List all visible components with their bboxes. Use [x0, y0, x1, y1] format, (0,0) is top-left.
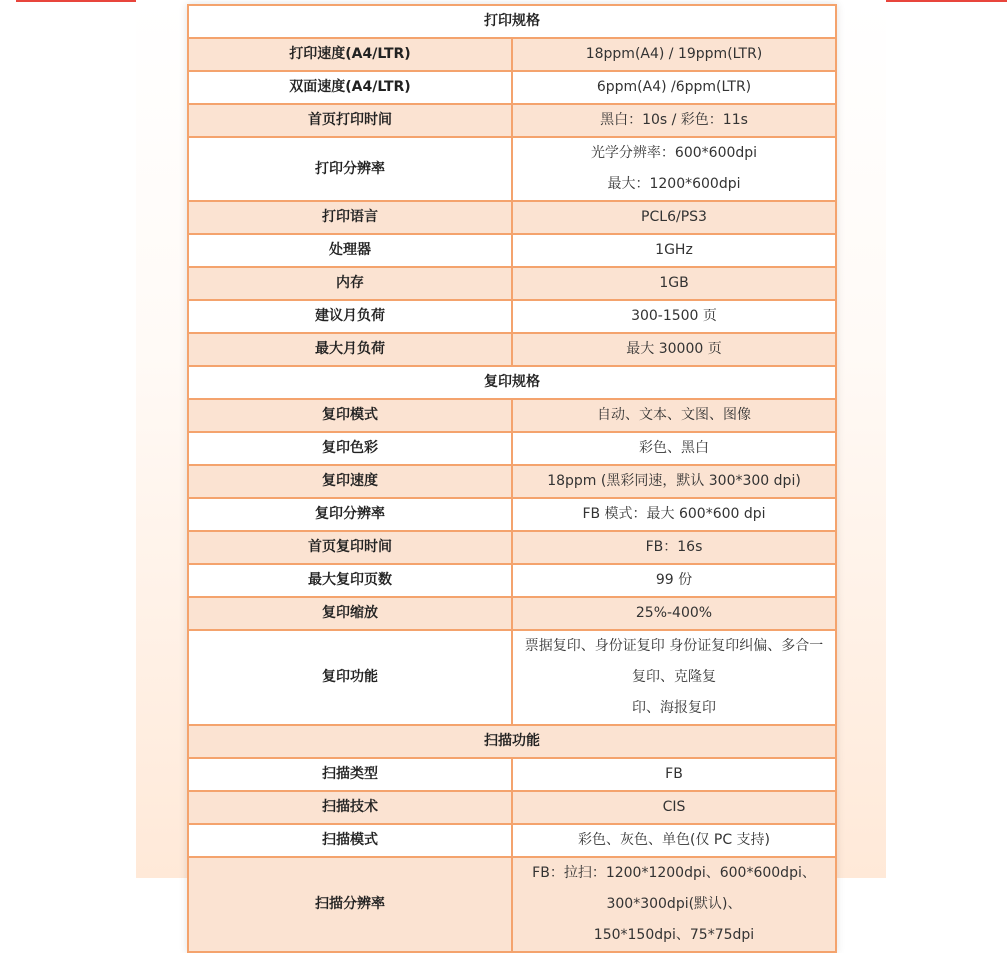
spec-value-line: 彩色、黑白	[639, 440, 709, 456]
spec-label: 复印速度	[188, 465, 512, 498]
spec-value-line: 6ppm(A4) /6ppm(LTR)	[596, 79, 752, 95]
spec-label: 复印色彩	[188, 432, 512, 465]
spec-value	[512, 465, 836, 498]
spec-value	[512, 71, 836, 104]
spec-value-line: 150*150dpi、75*75dpi	[593, 927, 755, 943]
spec-label: 内存	[188, 267, 512, 300]
spec-label: 复印分辨率	[188, 498, 512, 531]
spec-value	[512, 564, 836, 597]
section-header-row	[188, 366, 836, 399]
spec-sheet	[187, 4, 837, 953]
spec-value-line: 票据复印、身份证复印 身份证复印纠偏、多合一复印、克隆复	[524, 638, 824, 685]
spec-label: 最大复印页数	[188, 564, 512, 597]
section-title: 扫描功能	[188, 725, 836, 758]
spec-value	[512, 791, 836, 824]
spec-row	[188, 137, 836, 201]
section-header-row	[188, 5, 836, 38]
spec-value-line: 最大：1200*600dpi	[607, 176, 741, 192]
spec-label: 首页复印时间	[188, 531, 512, 564]
spec-value	[512, 267, 836, 300]
spec-label: 处理器	[188, 234, 512, 267]
spec-value	[512, 201, 836, 234]
spec-value-line: FB：16s	[645, 539, 703, 555]
spec-value-line: 黑白：10s / 彩色：11s	[600, 112, 748, 128]
spec-row	[188, 267, 836, 300]
spec-row	[188, 333, 836, 366]
spec-label: 复印功能	[188, 630, 512, 725]
section-title: 打印规格	[188, 5, 836, 38]
spec-table	[187, 4, 837, 953]
spec-value	[512, 399, 836, 432]
spec-value	[512, 234, 836, 267]
spec-value-line: 99 份	[655, 572, 693, 588]
spec-value	[512, 333, 836, 366]
spec-value	[512, 300, 836, 333]
spec-label: 打印语言	[188, 201, 512, 234]
spec-label: 首页打印时间	[188, 104, 512, 137]
spec-label: 复印缩放	[188, 597, 512, 630]
spec-value	[512, 630, 836, 725]
spec-value-line: 18ppm (黑彩同速，默认 300*300 dpi)	[547, 473, 801, 489]
spec-value-line: FB：拉扫：1200*1200dpi、600*600dpi、300*300dpi(默认)、	[532, 865, 816, 912]
spec-value-line: FB 模式：最大 600*600 dpi	[582, 506, 766, 522]
spec-row	[188, 630, 836, 725]
spec-label: 复印模式	[188, 399, 512, 432]
spec-row	[188, 824, 836, 857]
spec-value-line: 最大 30000 页	[626, 341, 722, 357]
spec-row	[188, 201, 836, 234]
spec-row	[188, 465, 836, 498]
spec-row	[188, 564, 836, 597]
section-title: 复印规格	[188, 366, 836, 399]
spec-row	[188, 531, 836, 564]
spec-value	[512, 824, 836, 857]
spec-label: 建议月负荷	[188, 300, 512, 333]
spec-value	[512, 758, 836, 791]
spec-value-line: 印、海报复印	[632, 700, 716, 716]
spec-value-line: 300-1500 页	[631, 308, 717, 324]
spec-value	[512, 38, 836, 71]
spec-label: 双面速度(A4/LTR)	[188, 71, 512, 104]
spec-value	[512, 857, 836, 952]
spec-label: 扫描模式	[188, 824, 512, 857]
spec-row	[188, 71, 836, 104]
spec-row	[188, 399, 836, 432]
spec-row	[188, 38, 836, 71]
spec-label: 打印速度(A4/LTR)	[188, 38, 512, 71]
spec-value	[512, 597, 836, 630]
spec-value-line: FB	[665, 766, 683, 782]
spec-label: 扫描类型	[188, 758, 512, 791]
spec-table-body	[188, 5, 836, 952]
spec-value	[512, 137, 836, 201]
spec-label: 扫描分辨率	[188, 857, 512, 952]
spec-value-line: 1GHz	[655, 242, 693, 258]
spec-label: 打印分辨率	[188, 137, 512, 201]
spec-label: 扫描技术	[188, 791, 512, 824]
spec-value-line: PCL6/PS3	[641, 209, 707, 225]
spec-value	[512, 531, 836, 564]
spec-row	[188, 597, 836, 630]
spec-label: 最大月负荷	[188, 333, 512, 366]
spec-value	[512, 432, 836, 465]
section-header-row	[188, 725, 836, 758]
spec-row	[188, 498, 836, 531]
spec-value-line: 自动、文本、文图、图像	[597, 407, 751, 423]
spec-value-line: 1GB	[659, 275, 689, 291]
spec-value-line: 彩色、灰色、单色(仅 PC 支持)	[577, 832, 771, 848]
spec-row	[188, 791, 836, 824]
spec-row	[188, 104, 836, 137]
spec-row	[188, 234, 836, 267]
spec-value	[512, 498, 836, 531]
spec-value	[512, 104, 836, 137]
spec-value-line: 25%-400%	[635, 605, 713, 621]
spec-row	[188, 432, 836, 465]
spec-value-line: 光学分辨率：600*600dpi	[590, 145, 758, 161]
spec-row	[188, 857, 836, 952]
spec-value-line: CIS	[662, 799, 686, 815]
spec-value-line: 18ppm(A4) / 19ppm(LTR)	[585, 46, 763, 62]
spec-row	[188, 758, 836, 791]
spec-row	[188, 300, 836, 333]
